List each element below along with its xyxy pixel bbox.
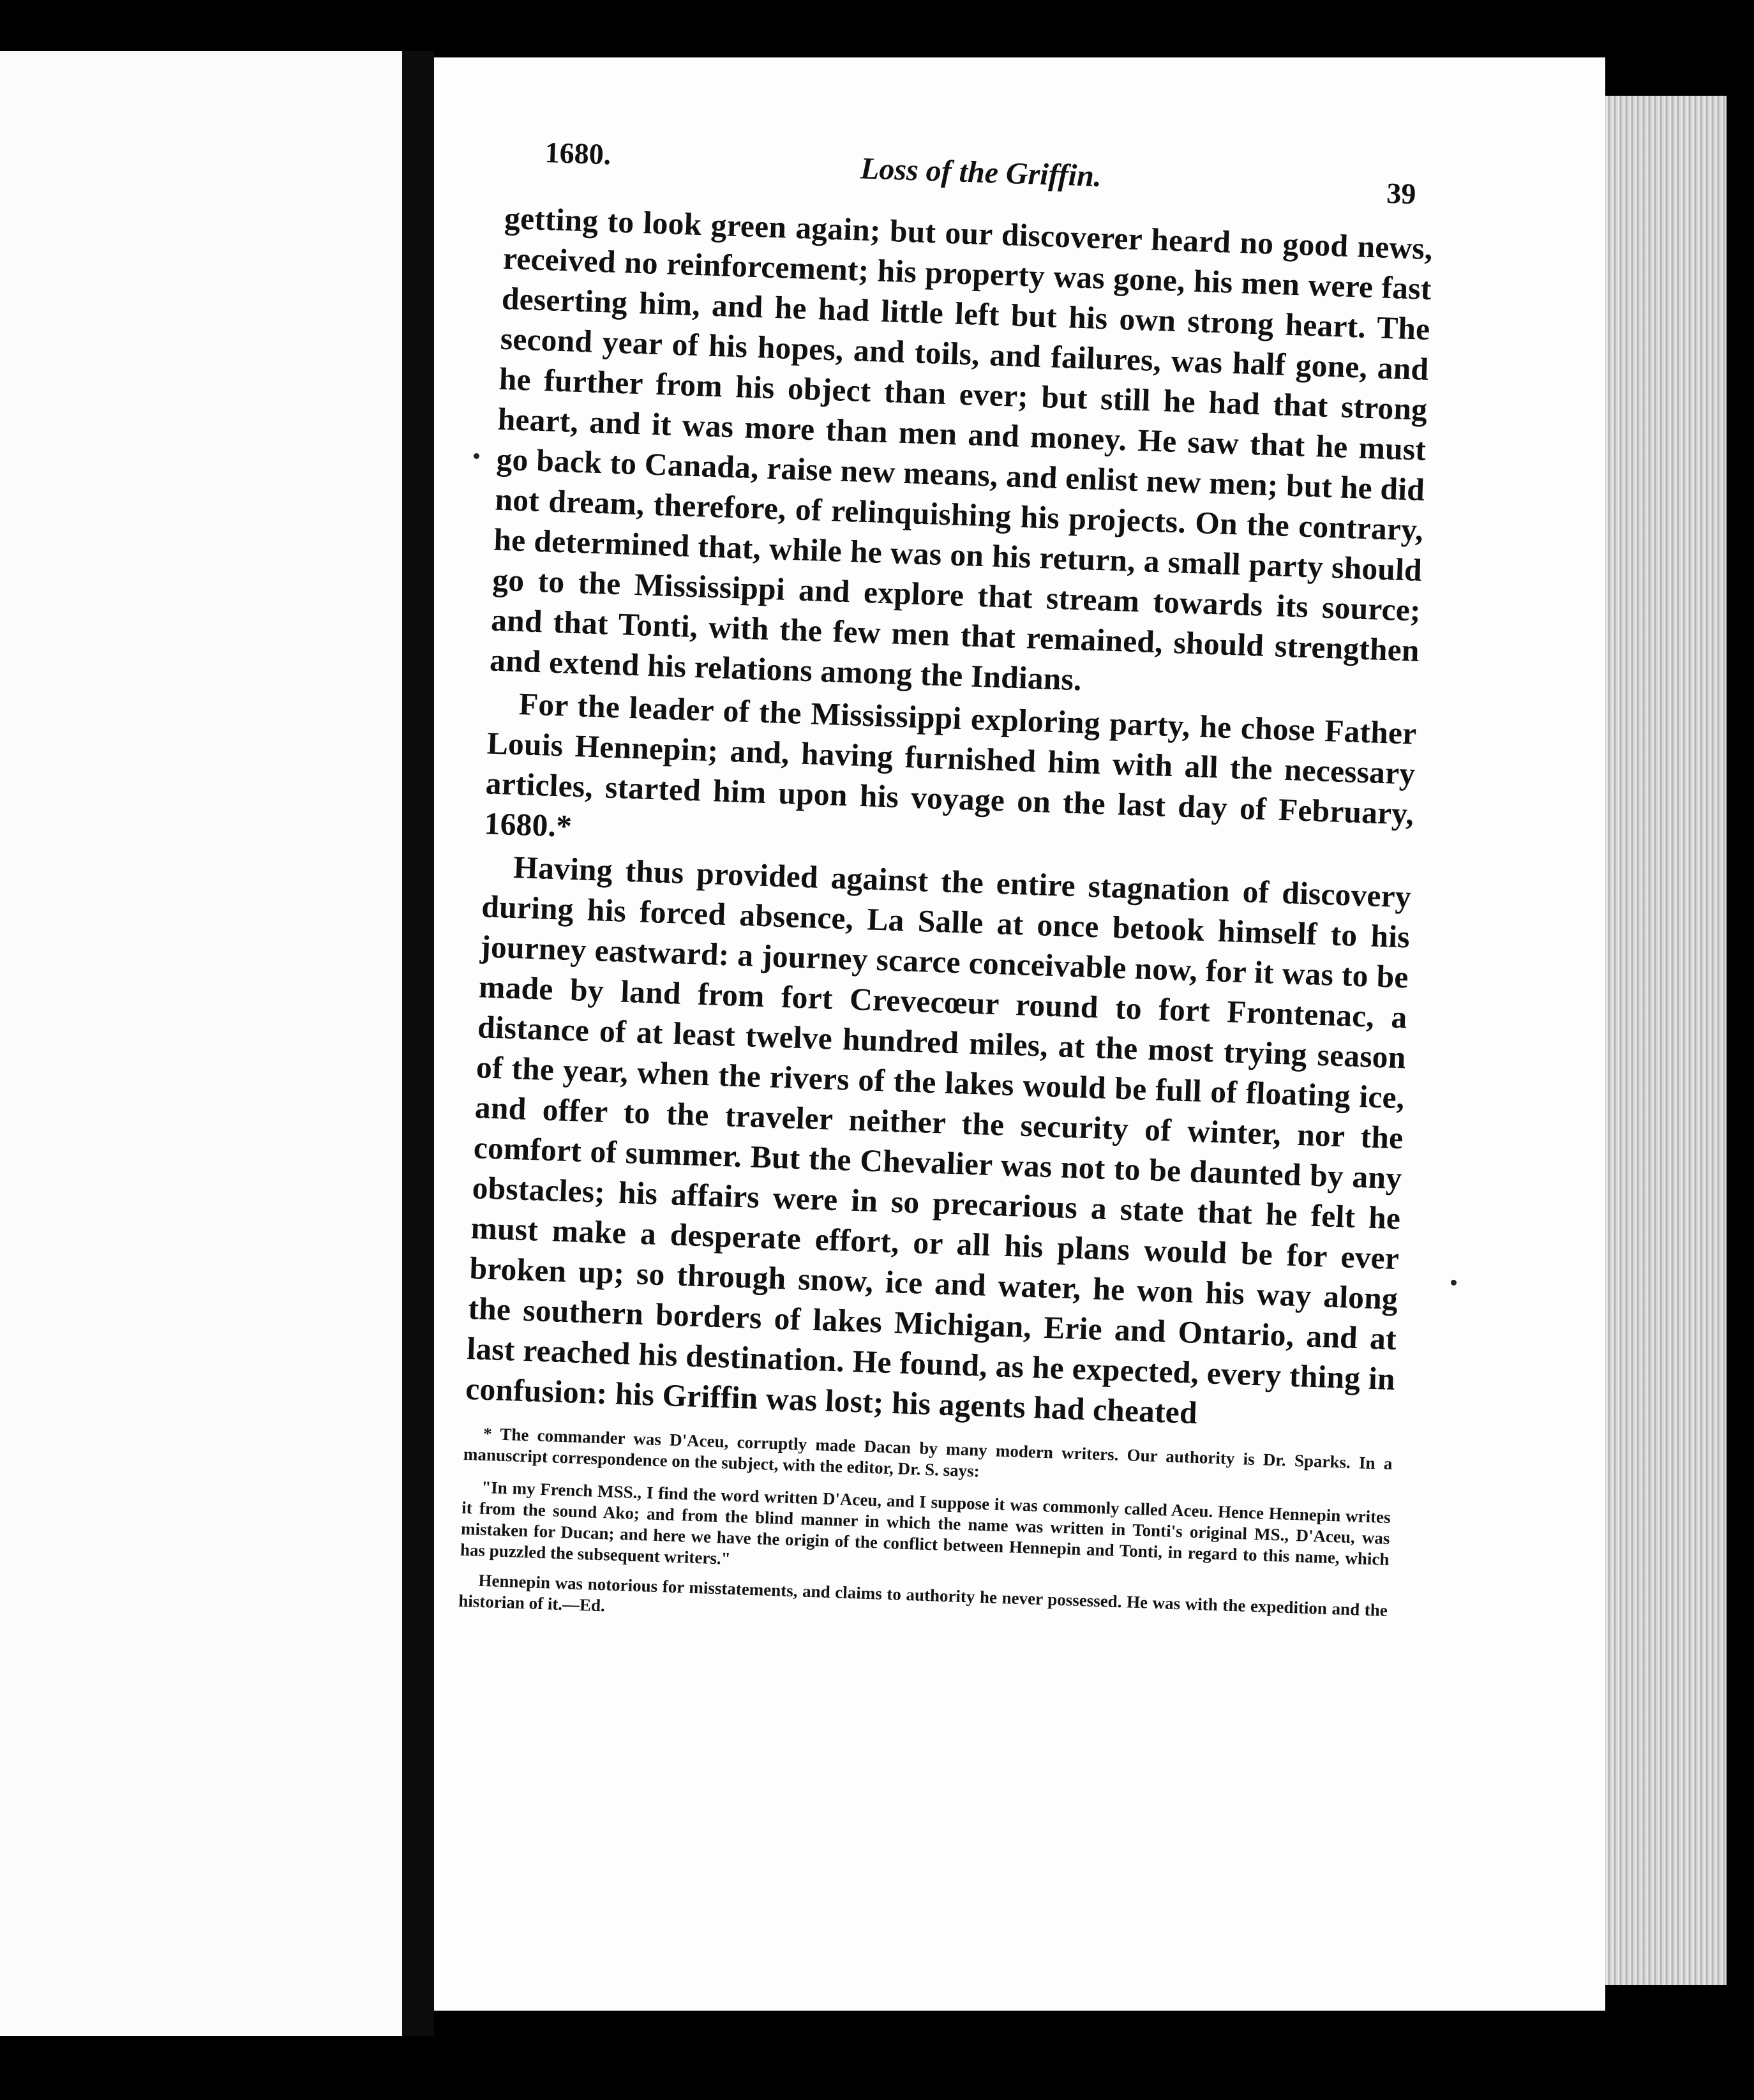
page-edges bbox=[1605, 96, 1727, 1985]
editor-note: Hennepin was notorious for misstatements, and claims to authority he never possessed. He was with the expedition and the historian of it.—Ed. bbox=[458, 1570, 1388, 1620]
margin-speck bbox=[1451, 1280, 1457, 1286]
footnote: * The commander was D'Aceu, corruptly made Dacan by many modern writers. Our authority is Dr. Sparks. In a manuscript correspondence on the subject, with the editor, Dr. S. says: bbox=[463, 1423, 1393, 1481]
left-blank-page bbox=[0, 51, 402, 2036]
body-text bbox=[465, 198, 1433, 1439]
page-number: 39 bbox=[1386, 176, 1417, 211]
page-text-block bbox=[458, 128, 1435, 1642]
chapter-title: Loss of the Griffin. bbox=[860, 151, 1102, 193]
margin-speck bbox=[474, 453, 479, 459]
scan-right-border bbox=[1727, 96, 1754, 1985]
paragraph: Having thus provided against the entire stagnation of discovery during his forced absence, La Salle at once betook himself to his journey eastward: a journey scarce conceivable now, for it was to be made by land from fort Crevecœur round to fort Frontenac, a distance of at least twelve hundred miles, at the most trying season of the year, when the rivers of the lakes would be full of floating ice, and offer to the traveler neither the security of winter, nor the comfort of summer. But the Chevalier was not to be daunted by any obstacles; his affairs were in so precarious a state that he felt he must make a desperate effort, or all his plans would be for ever broken up; so through snow, ice and water, he won his way along the southern borders of lakes Michigan, Erie and Ontario, and at last reached his destination. He found, as he expected, every thing in confusion: his Griffin was lost; his agents had cheated bbox=[465, 849, 1412, 1430]
header-year: 1680. bbox=[544, 135, 612, 171]
paragraph: For the leader of the Mississippi exploring party, he chose Father Louis Hennepin; and, having furnished him with all the necessary articles, started him upon his voyage on the last day of February, 1680.* bbox=[483, 686, 1418, 844]
scan-top-border bbox=[0, 0, 1754, 38]
book-gutter bbox=[402, 51, 434, 2036]
footnotes bbox=[458, 1423, 1393, 1642]
footnote-quote: "In my French MSS., I find the word written D'Aceu, and I suppose it was commonly called Aceu. Hence Hennepin writes it from the sound Ako; and from the blind manner in which the name was written in Tonti's original MS., D'Aceu, was mistaken for Ducan; and here we have the origin of the conflict between Hennepin and Tonti, in regard to this name, which has puzzled the subsequent writers." bbox=[460, 1477, 1391, 1570]
paragraph: getting to look green again; but our discoverer heard no good news, received no reinforcement; his property was gone, his men were fast deserting him, and he had little left but his own strong heart. The second year of his hopes, and toils, and failures, was half gone, and he further from his object than ever; but still he had that strong heart, and it was more than men and money. He saw that he must go back to Canada, raise new means, and enlist new men; but he did not dream, therefore, of relinquishing his projects. On the contrary, he determined that, while he was on his return, a small party should go to the Mississippi and explore that stream towards its source; and that Tonti, with the few men that remained, should strengthen and extend his relations among the Indians. bbox=[489, 200, 1434, 698]
